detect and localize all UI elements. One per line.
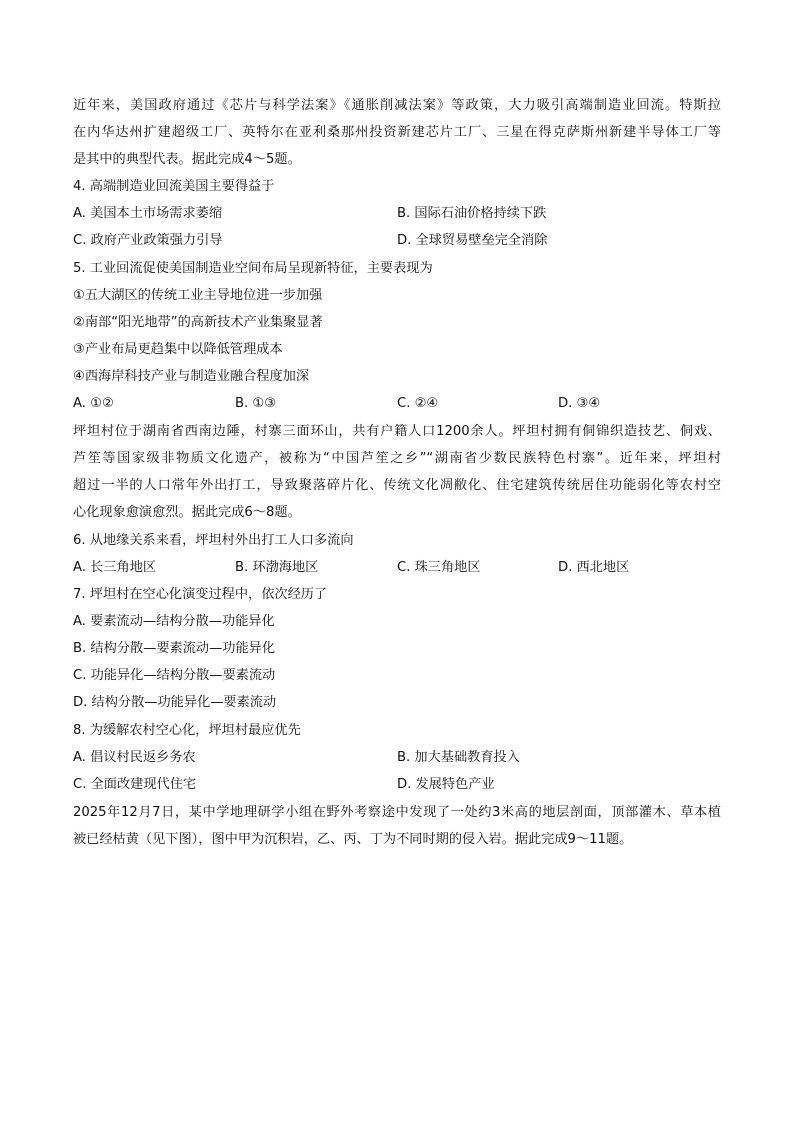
passage1-line-1: 近年来，美国政府通过《芯片与科学法案》《通胀削减法案》等政策，大力吸引高端制造业回流。特斯拉 [73,98,721,113]
q4-option-b[interactable]: B. 国际石油价格持续下跌 [397,206,547,221]
q7-option-c[interactable]: C. 功能异化—结构分散—要素流动 [73,668,276,683]
passage2-line-1: 坪坦村位于湖南省西南边陲，村寨三面环山，共有户籍人口1200余人。坪坦村拥有侗锦织造技艺、侗戏、 [73,424,721,439]
q5-item-4: ④西海岸科技产业与制造业融合程度加深 [73,369,310,384]
q8-option-b[interactable]: B. 加大基础教育投入 [397,750,520,765]
q6-option-c[interactable]: C. 珠三角地区 [397,560,481,575]
q7-option-b[interactable]: B. 结构分散—要素流动—功能异化 [73,641,276,656]
q6-option-d[interactable]: D. 西北地区 [558,560,630,575]
q7-option-d[interactable]: D. 结构分散—功能异化—要素流动 [73,695,277,710]
q8-option-c[interactable]: C. 全面改建现代住宅 [73,777,197,792]
q6-option-b[interactable]: B. 环渤海地区 [235,560,319,575]
q4-stem: 4. 高端制造业回流美国主要得益于 [73,179,275,194]
q5-item-1: ①五大湖区的传统工业主导地位进一步加强 [73,288,323,303]
passage1-line-2: 在内华达州扩建超级工厂、英特尔在亚利桑那州投资新建芯片工厂、三星在得克萨斯州新建半导体工厂等 [73,125,721,140]
q4-option-c[interactable]: C. 政府产业政策强力引导 [73,233,223,248]
passage3-line-1: 2025年12月7日，某中学地理研学小组在野外考察途中发现了一处约3米高的地层剖面，顶部灌木、草本植 [73,805,721,820]
q5-item-3: ③产业布局更趋集中以降低管理成本 [73,342,283,357]
q8-option-d[interactable]: D. 发展特色产业 [397,777,495,792]
q6-stem: 6. 从地缘关系来看，坪坦村外出打工人口多流向 [73,533,354,548]
passage2-line-3: 超过一半的人口常年外出打工，导致聚落碎片化、传统文化凋敝化、住宅建筑传统居住功能弱化等农村空 [73,478,721,493]
passage2-line-2: 芦笙等国家级非物质文化遗产，被称为“中国芦笙之乡”“湖南省少数民族特色村寨”。近年来，坪坦村 [73,451,721,466]
q5-option-a[interactable]: A. ①② [73,396,114,411]
q7-option-a[interactable]: A. 要素流动—结构分散—功能异化 [73,614,275,629]
q5-stem: 5. 工业回流促使美国制造业空间布局呈现新特征，主要表现为 [73,261,433,276]
q8-option-a[interactable]: A. 倡议村民返乡务农 [73,750,196,765]
passage3-line-2: 被已经枯黄（见下图），图中甲为沉积岩，乙、丙、丁为不同时期的侵入岩。据此完成9～11题。 [73,832,633,847]
q5-item-2: ②南部“阳光地带”的高新技术产业集聚显著 [73,315,323,330]
q8-stem: 8. 为缓解农村空心化，坪坦村最应优先 [73,723,301,738]
q5-option-b[interactable]: B. ①③ [235,396,277,411]
passage1-line-3: 是其中的典型代表。据此完成4～5题。 [73,152,301,167]
passage2-line-4: 心化现象愈演愈烈。据此完成6～8题。 [73,505,301,520]
q5-option-d[interactable]: D. ③④ [558,396,601,411]
q4-option-d[interactable]: D. 全球贸易壁垒完全消除 [397,233,548,248]
q4-option-a[interactable]: A. 美国本土市场需求萎缩 [73,206,223,221]
q7-stem: 7. 坪坦村在空心化演变过程中，依次经历了 [73,587,328,602]
q5-option-c[interactable]: C. ②④ [397,396,439,411]
q6-option-a[interactable]: A. 长三角地区 [73,560,157,575]
